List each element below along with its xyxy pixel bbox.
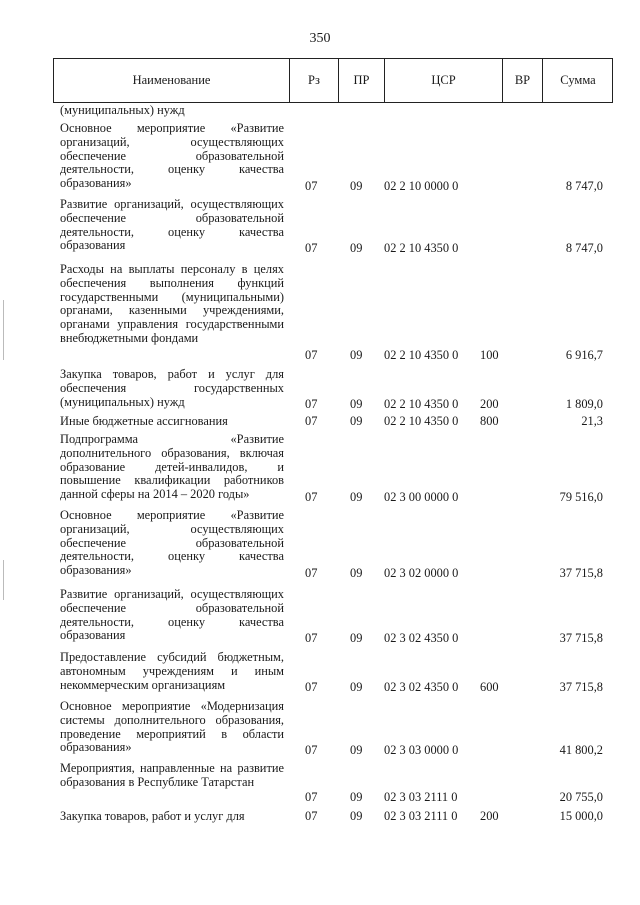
row-rz: 07 [305,680,318,694]
row-name: Развитие организаций, осуществляющих обеспечение образовательной деятельности, оценку качества образования [60,197,284,253]
row-pr: 09 [350,179,363,193]
row-csr: 02 3 00 0000 0 [384,490,459,504]
row-name: Иные бюджетные ассигнования [60,414,228,428]
row-pr: 09 [350,809,363,823]
row-vr: 200 [480,397,499,411]
row-pr: 09 [350,397,363,411]
row-csr: 02 2 10 4350 0 [384,397,459,411]
row-name: Расходы на выплаты персоналу в целях обеспечения выполнения функций государственными (муниципальными) органами, казенными учреждениями, органами управления государственными внебюджетными фондами [60,262,284,345]
row-pr: 09 [350,414,363,428]
row-rz: 07 [305,743,318,757]
header-rz: Рз [290,59,339,102]
row-vr: 200 [480,809,499,823]
row-csr: 02 2 10 4350 0 [384,241,459,255]
row-sum: 15 000,0 [559,809,603,823]
row-csr: 02 2 10 4350 0 [384,414,459,428]
row-pr: 09 [350,241,363,255]
row-vr: 800 [480,414,499,428]
scan-artifact [3,300,4,360]
row-pr: 09 [350,348,363,362]
row-name: Подпрограмма «Развитие дополнительного образования, включая образование детей-инвалидов, и повышение квалификации работников данной сферы на 2014 – 2020 годы» [60,432,284,502]
header-pr: ПР [339,59,385,102]
row-rz: 07 [305,241,318,255]
row-name: Основное мероприятие «Развитие организаций, осуществляющих обеспечение образовательной деятельности, оценку качества образования» [60,508,284,578]
row-csr: 02 3 02 0000 0 [384,566,459,580]
row-sum: 79 516,0 [559,490,603,504]
row-sum: 8 747,0 [565,241,603,255]
row-name: Предоставление субсидий бюджетным, автономным учреждениям и иным некоммерческим организациям [60,650,284,692]
header-sum: Сумма [560,73,596,87]
row-sum: 41 800,2 [559,743,603,757]
row-rz: 07 [305,490,318,504]
header-csr: ЦСР [385,59,503,102]
row-vr: 100 [480,348,499,362]
row-sum: 20 755,0 [559,790,603,804]
page-number: 350 [309,31,331,46]
row-sum: 6 916,7 [565,348,603,362]
row-csr: 02 2 10 4350 0 [384,348,459,362]
row-name: (муниципальных) нужд [60,103,185,117]
row-rz: 07 [305,631,318,645]
row-csr: 02 3 03 2111 0 [384,790,458,804]
row-rz: 07 [305,414,318,428]
row-sum: 37 715,8 [559,680,603,694]
row-csr: 02 3 03 2111 0 [384,809,458,823]
row-name: Закупка товаров, работ и услуг для [60,809,245,823]
row-rz: 07 [305,790,318,804]
row-csr: 02 3 02 4350 0 [384,631,459,645]
row-name: Закупка товаров, работ и услуг для обеспечения государственных (муниципальных) нужд [60,367,284,409]
row-csr: 02 3 03 0000 0 [384,743,459,757]
row-pr: 09 [350,566,363,580]
row-pr: 09 [350,680,363,694]
header-vr: ВР [503,59,543,102]
row-pr: 09 [350,743,363,757]
row-vr: 600 [480,680,499,694]
row-pr: 09 [350,490,363,504]
row-name: Основное мероприятие «Развитие организаций, осуществляющих обеспечение образовательной деятельности, оценку качества образования» [60,121,284,191]
row-sum: 1 809,0 [565,397,603,411]
table-header [53,58,613,103]
row-pr: 09 [350,631,363,645]
row-rz: 07 [305,397,318,411]
row-name: Основное мероприятие «Модернизация системы дополнительного образования, проведение мероприятий в области образования» [60,699,284,755]
row-sum: 37 715,8 [559,631,603,645]
row-csr: 02 3 02 4350 0 [384,680,459,694]
row-sum: 8 747,0 [565,179,603,193]
row-name: Развитие организаций, осуществляющих обеспечение образовательной деятельности, оценку качества образования [60,587,284,643]
row-rz: 07 [305,348,318,362]
row-rz: 07 [305,809,318,823]
row-sum: 21,3 [581,414,603,428]
row-rz: 07 [305,179,318,193]
row-rz: 07 [305,566,318,580]
row-pr: 09 [350,790,363,804]
scan-artifact [3,560,4,600]
row-name: Мероприятия, направленные на развитие образования в Республике Татарстан [60,761,284,789]
row-csr: 02 2 10 0000 0 [384,179,459,193]
row-sum: 37 715,8 [559,566,603,580]
header-name: Наименование [54,59,290,102]
